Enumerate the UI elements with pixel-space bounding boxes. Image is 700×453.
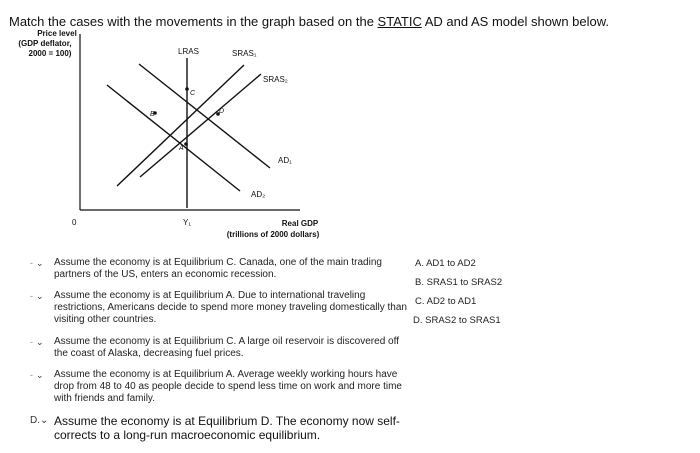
- ad1-label: AD₁: [278, 156, 292, 165]
- sras1-curve: [117, 65, 244, 186]
- y-axis-label-3: 2000 = 100): [28, 49, 72, 58]
- option-b: B. SRAS1 to SRAS2: [415, 277, 503, 288]
- sras1-label: SRAS₁: [232, 49, 257, 58]
- question-1-text: Assume the economy is at Equilibrium C. Canada, one of the main trading partners of the US, enters an economic recession.: [54, 257, 382, 280]
- lras-label: LRAS: [178, 47, 199, 56]
- x-axis-label-2: (trillions of 2000 dollars): [226, 230, 320, 239]
- point-a-label: A: [179, 145, 184, 152]
- answer-select-2[interactable]: - ⌄: [30, 291, 44, 301]
- question-2: [30, 290, 415, 326]
- x-axis-label-1: Real GDP: [281, 219, 319, 228]
- chevron-down-icon: ⌄: [36, 258, 44, 268]
- question-2-text: Assume the economy is at Equilibrium A. Due to international traveling restrictions, Americans decide to spend more money traveling domestically than visiting other countries.: [54, 290, 407, 325]
- instruction-underlined: STATIC: [377, 14, 422, 29]
- question-1: [30, 257, 415, 281]
- point-c-label: C: [190, 90, 196, 97]
- option-d: D. SRAS2 to SRAS1: [413, 315, 501, 326]
- point-a-marker: [184, 142, 188, 146]
- option-a: A. AD1 to AD2: [415, 258, 476, 269]
- origin-label: 0: [72, 218, 77, 227]
- point-b-label: B: [150, 111, 155, 118]
- ad1-curve: [139, 64, 270, 168]
- option-c: C. AD2 to AD1: [415, 296, 477, 307]
- answer-select-5[interactable]: D.⌄: [30, 415, 49, 426]
- chevron-down-icon: ⌄: [36, 291, 44, 301]
- answer-select-4[interactable]: - ⌄: [30, 370, 44, 380]
- question-5: [30, 414, 415, 442]
- instruction-suffix: AD and AS model shown below.: [421, 14, 610, 29]
- question-3: [30, 336, 415, 360]
- question-3-text: Assume the economy is at Equilibrium C. A large oil reservoir is discovered off the coast of Alaska, decreasing fuel prices.: [54, 336, 399, 359]
- question-5-text: Assume the economy is at Equilibrium D. The economy now self-corrects to a long-run macroeconomic equilibrium.: [54, 414, 400, 442]
- question-4-text: Assume the economy is at Equilibrium A. Average weekly working hours have drop from 48 to 40 as people decide to spend less time on work and more time with friends and family.: [54, 369, 402, 404]
- instruction-prefix: Match the cases with the movements in the graph based on the: [9, 14, 378, 29]
- answer-select-1[interactable]: - ⌄: [30, 258, 44, 268]
- question-4: [30, 369, 415, 405]
- chevron-down-icon: ⌄: [36, 370, 44, 380]
- point-d-label: D: [219, 108, 225, 115]
- ad2-curve: [107, 85, 240, 191]
- y1-label: Y₁: [183, 218, 192, 227]
- answer-select-3[interactable]: - ⌄: [30, 337, 44, 347]
- sras2-label: SRAS₂: [263, 75, 288, 84]
- y-axis-label-1: Price level: [37, 29, 77, 38]
- chevron-down-icon: ⌄: [40, 415, 49, 426]
- y-axis-label-2: (GDP deflator,: [18, 39, 72, 48]
- ad2-label: AD₂: [251, 190, 266, 199]
- chevron-down-icon: ⌄: [36, 337, 44, 347]
- point-c-marker: [185, 87, 189, 91]
